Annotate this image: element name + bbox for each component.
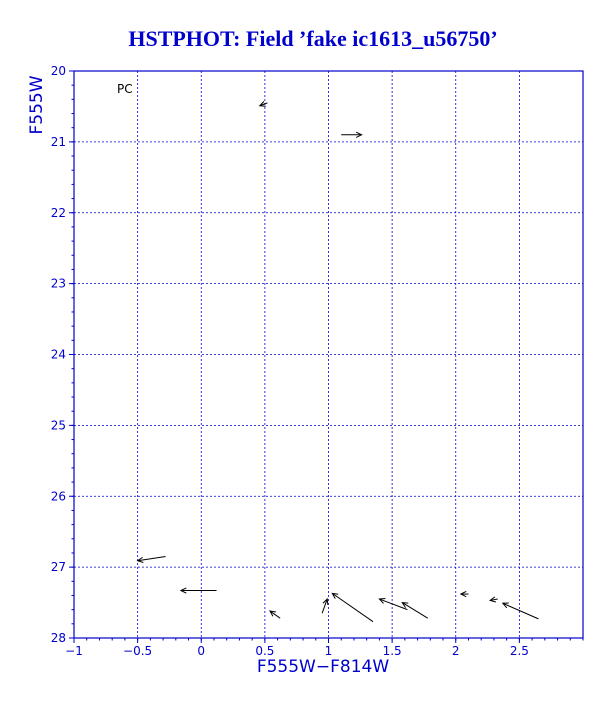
vector-arrow bbox=[138, 556, 166, 562]
vector-arrow bbox=[490, 597, 498, 602]
y-tick-label: 21 bbox=[50, 134, 66, 149]
y-tick-label: 24 bbox=[50, 347, 66, 362]
vector-arrow bbox=[322, 599, 328, 613]
x-tick-label: 1 bbox=[324, 644, 333, 658]
y-tick-label: 27 bbox=[50, 560, 66, 575]
y-tick-label: 26 bbox=[50, 489, 66, 504]
vector-arrow bbox=[181, 588, 217, 593]
grid-layer bbox=[74, 71, 583, 638]
x-tick-label: −0.5 bbox=[123, 644, 153, 658]
vector-layer bbox=[138, 101, 539, 621]
x-tick-label: 0 bbox=[197, 644, 206, 658]
vector-arrow bbox=[332, 593, 373, 621]
y-tick-label: 22 bbox=[50, 205, 66, 220]
vector-arrow bbox=[270, 611, 280, 618]
pc-annotation: PC bbox=[117, 82, 133, 96]
y-tick-label: 20 bbox=[50, 64, 66, 78]
x-tick-label: −1 bbox=[65, 644, 83, 658]
x-tick-label: 2.5 bbox=[509, 644, 529, 658]
vector-arrow bbox=[503, 603, 539, 619]
x-tick-label: 0.5 bbox=[255, 644, 275, 658]
y-axis-label: F555W bbox=[27, 75, 47, 135]
y-tick-label: 23 bbox=[50, 276, 66, 291]
tick-layer bbox=[51, 64, 583, 658]
vector-arrow bbox=[341, 132, 361, 137]
x-axis-label: F555W−F814W bbox=[256, 657, 390, 677]
x-tick-label: 2 bbox=[451, 644, 460, 658]
vector-arrow bbox=[461, 591, 469, 596]
y-tick-label: 28 bbox=[50, 631, 66, 645]
chart-title: HSTPHOT: Field ’fake ic1613_u56750’ bbox=[128, 26, 498, 51]
vector-arrow bbox=[402, 603, 427, 619]
x-tick-label: 1.5 bbox=[382, 644, 402, 658]
vector-arrow bbox=[260, 101, 268, 106]
y-tick-label: 25 bbox=[50, 418, 66, 433]
